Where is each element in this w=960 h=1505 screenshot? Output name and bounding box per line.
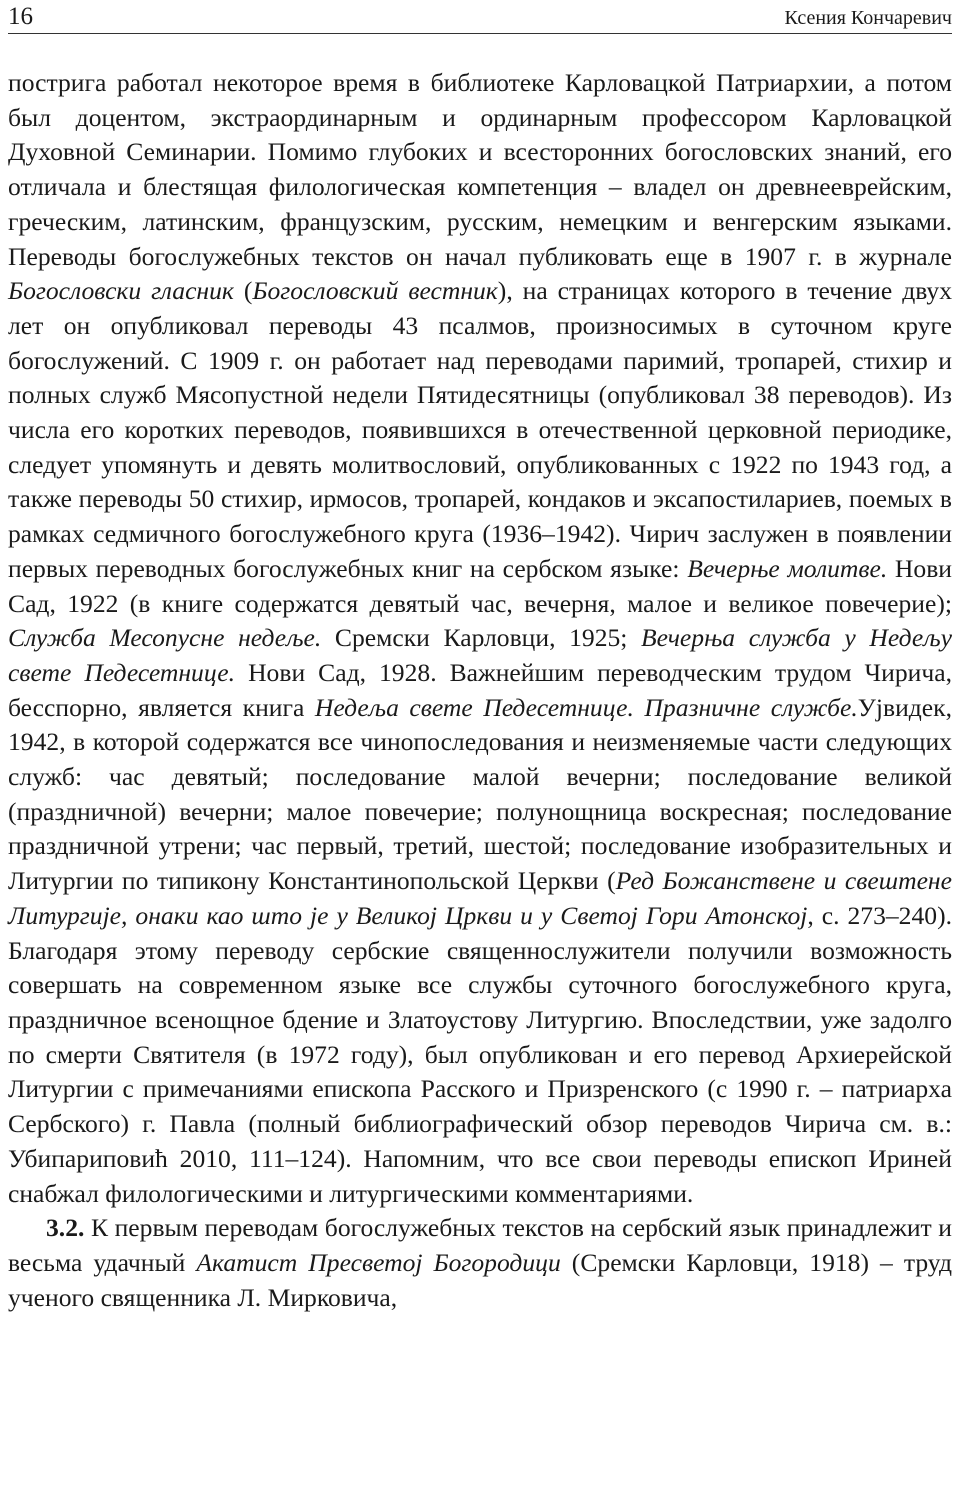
paragraph-text-segment: Нови Сад, 1928. Важнейшим переводческим трудом Чирича, бесспорно, является книга [8,657,953,722]
paragraph-2 [8,1211,952,1315]
paragraph-1 [8,66,952,1211]
italic-title-text: Ред Божанствене и свештене Литургије, онаки као што је у Великој Цркви и у Светој Гори Атонској [8,866,952,930]
paragraph-text-segment: пострига работал некоторое время в библиотеке Карловацкой Патриархии, а потом был доцентом, экстраординарным и ординарным профессором Карловацкой Духовной Семинарии. Помимо глубоких и всесторонних богословских знаний, его отличала и блестящая филологическая компетенция – владел он древнееврейским, греческим, латинским, французским, русским, немецким и венгерским языками. Переводы богослужебных текстов он начал публиковать еще в 1907 г. в журнале [8,68,952,271]
italic-title-text: Недеља свете Педесетнице. Празничне службе. [314,692,858,722]
italic-title-text: Акатист Пресветој Богородици [196,1247,561,1277]
paragraph-text-segment: Сремски Карловци, 1925; [321,623,642,653]
paragraph-text-segment: Нови Сад, 1922 (в книге содержатся девятый час, вечерня, малое и великое повечерие); [8,553,952,618]
paragraph-text-segment: ), на страницах которого в течение двух лет он опубликовал переводы 43 псалмов, произносимых в суточном круге богослужений. С 1909 г. он работает над переводами паримий, тропарей, стихир и полных служб Мясопустной недели Пятидесятницы (опубликовал 38 переводов). Из числа его коротких переводов, появившихся в отечественной церковной периодике, следует упомянуть и девять молитвословий, опубликованных с 1922 по 1943 год, а также переводы 50 стихир, ирмосов, тропарей, кондаков и эксапостилариев, поемых в рамках седмичного богослужебного круга (1936–1942). Чирич заслужен в появлении первых переводных богослужебных книг на сербском языке: [8,276,953,583]
section-number: 3.2. [46,1213,85,1243]
paragraph-text-segment: Ујвидек, 1942, в которой содержатся все чинопоследования и неизменяемые части следующих служб: час девятый; последование малой вечерни; последование великой (праздничной) вечерни; малое повечерие; полунощница воскресная; последование праздничной утрени; час первый, третий, шестой; последование изобразительных и Литургии по типикону Константинопольской Церкви ( [8,692,952,896]
italic-title-text: Богословски гласник [8,276,234,306]
body-text [8,66,952,1315]
page-header [8,0,952,34]
paragraph-text-segment: , с. 273–240). Благодаря этому переводу сербские священнослужители получили возможность совершать на современном языке все службы суточного богослужебного круга, праздничное всенощное бдение и Златоустову Литургию. Впоследствии, уже задолго по смерти Святителя (в 1972 году), был опубликован и его перевод Архиерейской Литургии с примечаниями епископа Расского и Призренского (с 1990 г. – патриарха Сербского) г. Павла (полный библиографический обзор переводов Чирича см. в.: Убипариповић 2010, 111–124). Напомним, что все свои переводы епископ Ириней снабжал филологическими и литургическими комментариями. [8,900,952,1208]
italic-title-text: Богословский вестник [252,276,498,306]
running-head-author: Ксения Кончаревич [784,7,952,29]
italic-title-text: Служба Месопусне недеље. [8,623,322,653]
italic-title-text: Вечерња служба у Недељу свете Педесетнице. [8,623,952,687]
italic-title-text: Вечерње молитве. [687,553,888,583]
paragraph-text-segment: ( [233,276,253,306]
page-number: 16 [8,3,33,30]
paragraph-text-segment: К первым переводам богослужебных текстов на сербский язык принадлежит и весьма удачный [8,1213,952,1277]
paragraph-text-segment: (Сремски Карловци, 1918) – труд ученого священника Л. Мирковича, [8,1247,952,1312]
